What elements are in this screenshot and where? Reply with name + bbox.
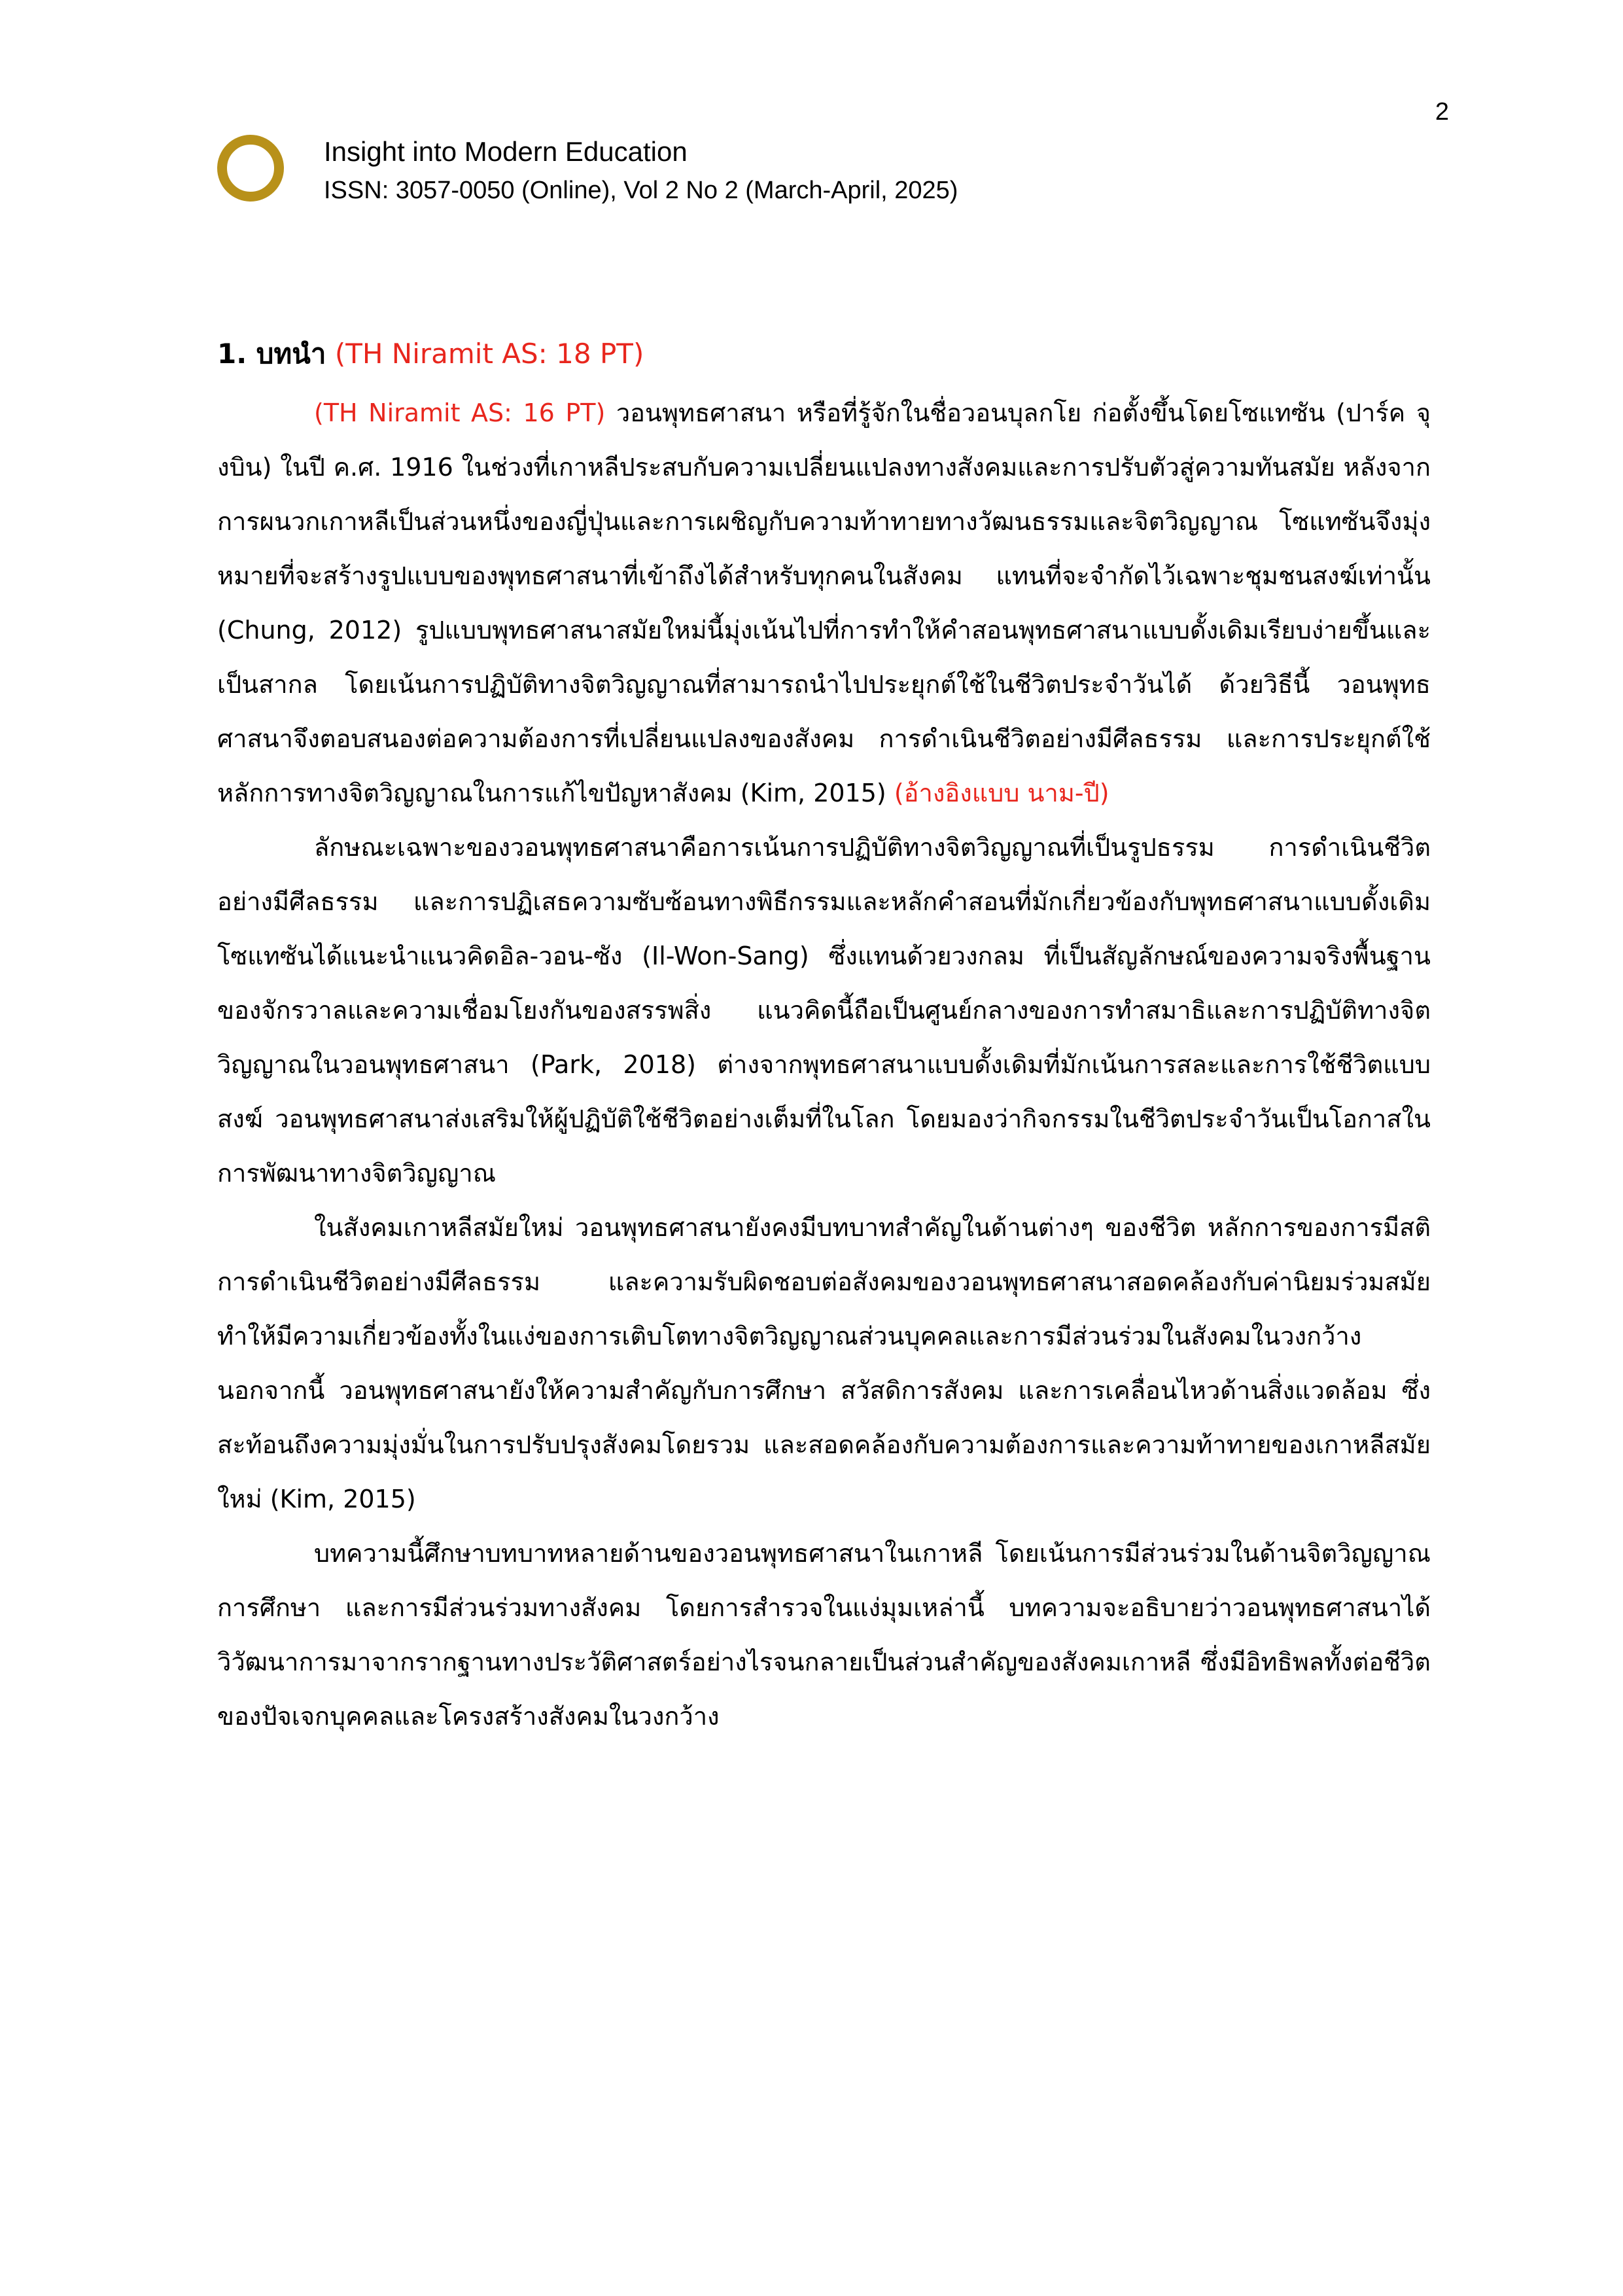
section-heading [217, 332, 644, 376]
paragraph-2: ลักษณะเฉพาะของวอนพุทธศาสนาคือการเน้นการปฏิบัติทางจิตวิญญาณที่เป็นรูปธรรม การดำเนินชีวิตอย่างมีศีลธรรม และการปฏิเสธความซับซ้อนทางพิธีกรรมและหลักคำสอนที่มักเกี่ยวข้องกับพุทธศาสนาแบบดั้งเดิม โซแทซันได้แนะนำแนวคิดอิล-วอน-ซัง (Il-Won-Sang) ซึ่งแทนด้วยวงกลม ที่เป็นสัญลักษณ์ของความจริงพื้นฐานของจักรวาลและความเชื่อมโยงกันของสรรพสิ่ง แนวคิดนี้ถือเป็นศูนย์กลางของการทำสมาธิและการปฏิบัติทางจิตวิญญาณในวอนพุทธศาสนา (Park, 2018) ต่างจากพุทธศาสนาแบบดั้งเดิมที่มักเน้นการสละและการใช้ชีวิตแบบสงฆ์ วอนพุทธศาสนาส่งเสริมให้ผู้ปฏิบัติใช้ชีวิตอย่างเต็มที่ในโลก โดยมองว่ากิจกรรมในชีวิตประจำวันเป็นโอกาสในการพัฒนาทางจิตวิญญาณ [217, 833, 1431, 1188]
section-heading-font-note: (TH Niramit AS: 18 PT) [334, 338, 644, 370]
section-heading-text: 1. บทนำ [217, 338, 326, 370]
journal-logo-ring-icon [217, 135, 284, 202]
paragraph-3: ในสังคมเกาหลีสมัยใหม่ วอนพุทธศาสนายังคงมีบทบาทสำคัญในด้านต่างๆ ของชีวิต หลักการของการมีสติ การดำเนินชีวิตอย่างมีศีลธรรม และความรับผิดชอบต่อสังคมของวอนพุทธศาสนาสอดคล้องกับค่านิยมร่วมสมัย ทำให้มีความเกี่ยวข้องทั้งในแง่ของการเติบโตทางจิตวิญญาณส่วนบุคคลและการมีส่วนร่วมในสังคมในวงกว้าง นอกจากนี้ วอนพุทธศาสนายังให้ความสำคัญกับการศึกษา สวัสดิการสังคม และการเคลื่อนไหวด้านสิ่งแวดล้อม ซึ่งสะท้อนถึงความมุ่งมั่นในการปรับปรุงสังคมโดยรวม และสอดคล้องกับความต้องการและความท้าทายของเกาหลีสมัยใหม่ (Kim, 2015) [217, 1213, 1431, 1513]
citation-style-note: (อ้างอิงแบบ นาม-ปี) [894, 779, 1109, 807]
journal-issn: ISSN: 3057-0050 (Online), Vol 2 No 2 (March-April, 2025) [324, 177, 958, 204]
paragraph-4: บทความนี้ศึกษาบทบาทหลายด้านของวอนพุทธศาสนาในเกาหลี โดยเน้นการมีส่วนร่วมในด้านจิตวิญญาณ การศึกษา และการมีส่วนร่วมทางสังคม โดยการสำรวจในแง่มุมเหล่านี้ บทความจะอธิบายว่าวอนพุทธศาสนาได้วิวัฒนาการมาจากรากฐานทางประวัติศาสตร์อย่างไรจนกลายเป็นส่วนสำคัญของสังคมเกาหลี ซึ่งมีอิทธิพลทั้งต่อชีวิตของปัจเจกบุคคลและโครงสร้างสังคมในวงกว้าง [217, 1539, 1431, 1731]
paragraph-1 [217, 386, 1431, 821]
paragraph-font-note: (TH Niramit AS: 16 PT) [314, 398, 606, 427]
page-number: 2 [1435, 98, 1449, 126]
paragraph-1-text: วอนพุทธศาสนา หรือที่รู้จักในชื่อวอนบุลกโย ก่อตั้งขึ้นโดยโซแทซัน (ปาร์ค จุงบิน) ในปี ค.ศ. 1916 ในช่วงที่เกาหลีประสบกับความเปลี่ยนแปลงทางสังคมและการปรับตัวสู่ความทันสมัย หลังจากการผนวกเกาหลีเป็นส่วนหนึ่งของญี่ปุ่นและการเผชิญกับความท้าทายทางวัฒนธรรมและจิตวิญญาณ โซแทซันจึงมุ่งหมายที่จะสร้างรูปแบบของพุทธศาสนาที่เข้าถึงได้สำหรับทุกคนในสังคม แทนที่จะจำกัดไว้เฉพาะชุมชนสงฆ์เท่านั้น (Chung, 2012) รูปแบบพุทธศาสนาสมัยใหม่นี้มุ่งเน้นไปที่การทำให้คำสอนพุทธศาสนาแบบดั้งเดิมเรียบง่ายขึ้นและเป็นสากล โดยเน้นการปฏิบัติทางจิตวิญญาณที่สามารถนำไปประยุกต์ใช้ในชีวิตประจำวันได้ ด้วยวิธีนี้ วอนพุทธศาสนาจึงตอบสนองต่อความต้องการที่เปลี่ยนแปลงของสังคม การดำเนินชีวิตอย่างมีศีลธรรม และการประยุกต์ใช้หลักการทางจิตวิญญาณในการแก้ไขปัญหาสังคม (Kim, 2015) [217, 398, 1431, 807]
journal-title: Insight into Modern Education [324, 136, 688, 167]
body-text [217, 386, 1431, 1744]
